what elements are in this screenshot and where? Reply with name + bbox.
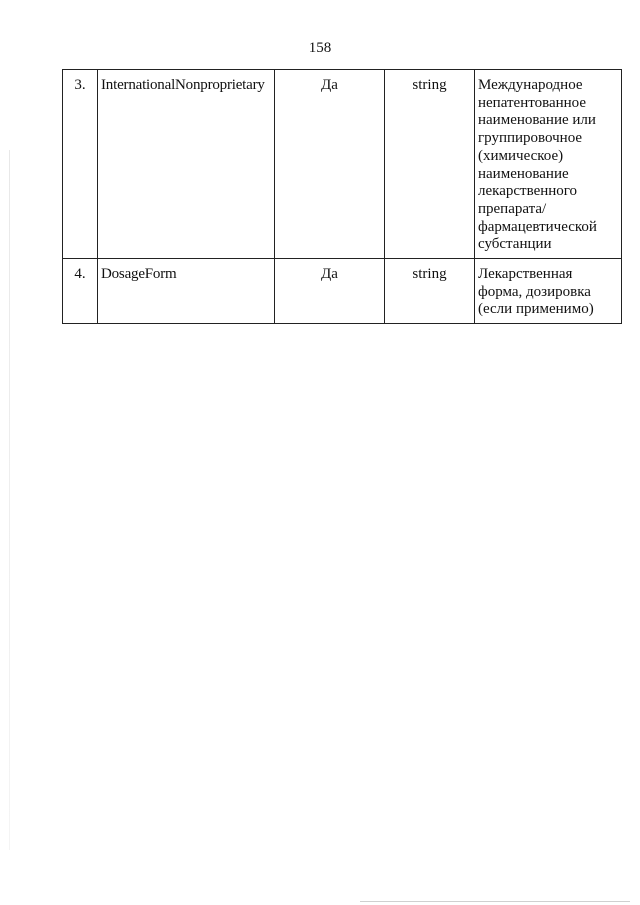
description-line: форма, дозировка bbox=[478, 283, 591, 300]
description-cell bbox=[475, 259, 622, 324]
description-line: фармацевтической bbox=[478, 218, 597, 235]
element-name-cell: InternationalNonproprietary bbox=[98, 70, 275, 259]
description-line: наименование bbox=[478, 165, 569, 182]
description-line: (химическое) bbox=[478, 147, 564, 164]
table-row bbox=[63, 70, 622, 259]
description-line: субстанции bbox=[478, 236, 552, 253]
required-cell: Да bbox=[275, 70, 385, 259]
description-line: лекарственного bbox=[478, 183, 578, 200]
description-line: группировочное bbox=[478, 130, 583, 147]
description-line: препарата/ bbox=[478, 200, 547, 217]
description-line: Международное bbox=[478, 77, 583, 93]
page-number: 158 bbox=[308, 40, 332, 56]
required-cell: Да bbox=[275, 259, 385, 324]
description-line: Лекарственная bbox=[478, 266, 573, 283]
description-line: наименование или bbox=[478, 112, 596, 129]
table-row bbox=[63, 259, 622, 324]
row-number-cell: 3. bbox=[63, 70, 98, 259]
description-cell bbox=[475, 70, 622, 259]
description-line: непатентованное bbox=[478, 94, 587, 111]
type-cell: string bbox=[385, 259, 475, 324]
scan-margin-line bbox=[9, 150, 10, 850]
type-cell: string bbox=[385, 70, 475, 259]
description-line: (если применимо) bbox=[478, 301, 594, 318]
element-name-cell: DosageForm bbox=[98, 259, 275, 324]
scan-edge-line bbox=[360, 901, 630, 902]
specification-table bbox=[62, 69, 622, 324]
row-number-cell: 4. bbox=[63, 259, 98, 324]
